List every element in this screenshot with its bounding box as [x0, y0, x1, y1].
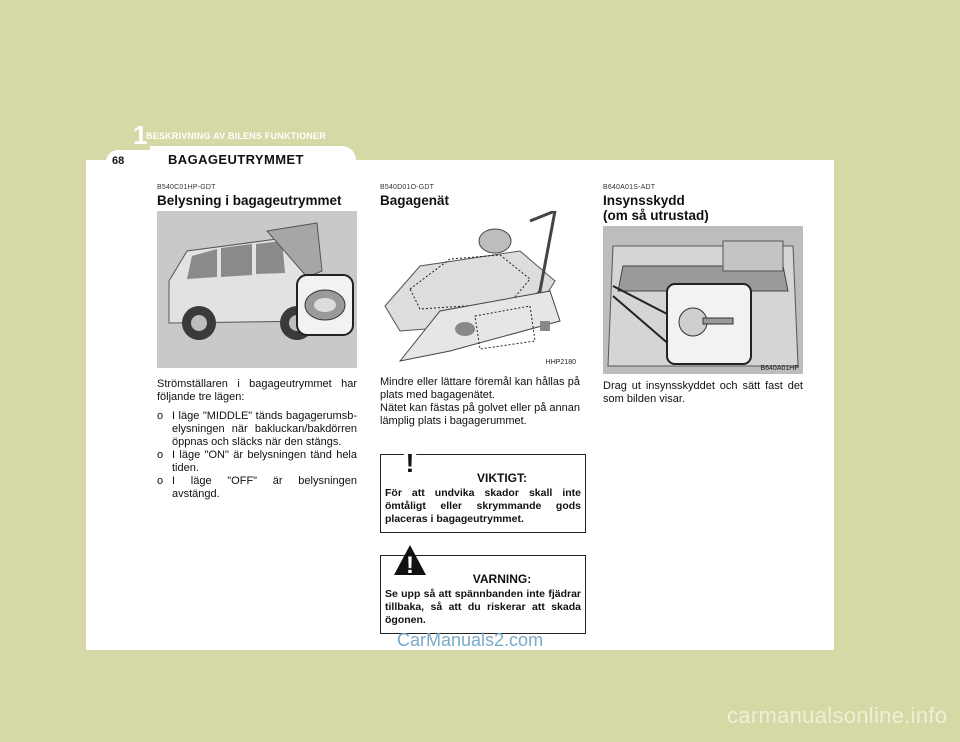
cargo-cover-illustration: [603, 226, 803, 374]
warning-box: [380, 552, 586, 634]
column-cargo-cover: [603, 184, 803, 406]
intro-text: Strömställaren i bagageutrymmet har följande tre lägen:: [157, 378, 357, 403]
cargo-net-text: Mindre eller lättare föremål kan hållas på plats med bagagenätet.: [380, 376, 580, 401]
section-heading: Belysning i bagageutrymmet: [157, 193, 342, 208]
list-item: o I läge "ON" är belysningen tänd hela tiden.: [157, 449, 357, 474]
section-code: B640A01S-ADT: [603, 184, 656, 191]
cargo-net-text-2: Nätet kan fästas på golvet eller på annan lämplig plats i bagagerummet.: [380, 402, 580, 427]
warning-triangle-icon: [393, 544, 427, 576]
svg-text:!: !: [405, 448, 415, 475]
column-lighting: [157, 184, 357, 501]
car-illustration-icon: [157, 211, 357, 368]
column-cargo-net: [380, 184, 580, 634]
car-trunk-illustration: [157, 211, 357, 368]
cargo-net-illustration: [380, 211, 580, 368]
chapter-title: BESKRIVNING AV BILENS FUNKTIONER: [146, 131, 326, 141]
switch-positions-list: [157, 410, 357, 501]
caution-text: För att undvika skador skall inte ömtåligt eller skrymmande gods placeras i bagageutrymmet.: [385, 487, 581, 525]
list-item: o I läge "MIDDLE" tänds bagagerumsb-elysningen när bakluckan/bakdörren öppnas och släcks när den stängs.: [157, 410, 357, 448]
section-heading: Bagagenät: [380, 193, 450, 208]
cargo-cover-icon: [603, 226, 803, 374]
cargo-cover-text: Drag ut insynsskyddet och sätt fast det som bilden visar.: [603, 380, 803, 405]
watermark-carmanuals2: CarManuals2.com: [397, 630, 544, 650]
warning-triangle-icon: [393, 443, 427, 475]
caution-title: VIKTIGT:: [477, 471, 527, 485]
cargo-net-icon: [380, 211, 580, 368]
watermark-carmanualsonline: carmanualsonline.info: [727, 703, 948, 728]
page-number: 68: [112, 155, 125, 167]
caution-box: [380, 448, 586, 533]
section-code: B540C01HP-GDT: [157, 184, 216, 191]
section-subheading: (om så utrustad): [603, 208, 709, 223]
section-heading: Insynsskydd: [603, 193, 685, 208]
list-item: o I läge "OFF" är belysningen avstängd.: [157, 475, 357, 500]
section-title: BAGAGEUTRYMMET: [168, 152, 304, 167]
section-code: B540D01O-GDT: [380, 184, 435, 191]
warning-text: Se upp så att spännbanden inte fjädrar tillbaka, så att du riskerar att skada ögonen.: [385, 588, 581, 626]
image-label: B640A01HP: [760, 365, 799, 372]
svg-text:!: !: [406, 552, 414, 576]
warning-title: VARNING:: [472, 572, 532, 586]
image-label: HHP2180: [545, 359, 576, 366]
chapter-number: 1: [133, 120, 148, 150]
